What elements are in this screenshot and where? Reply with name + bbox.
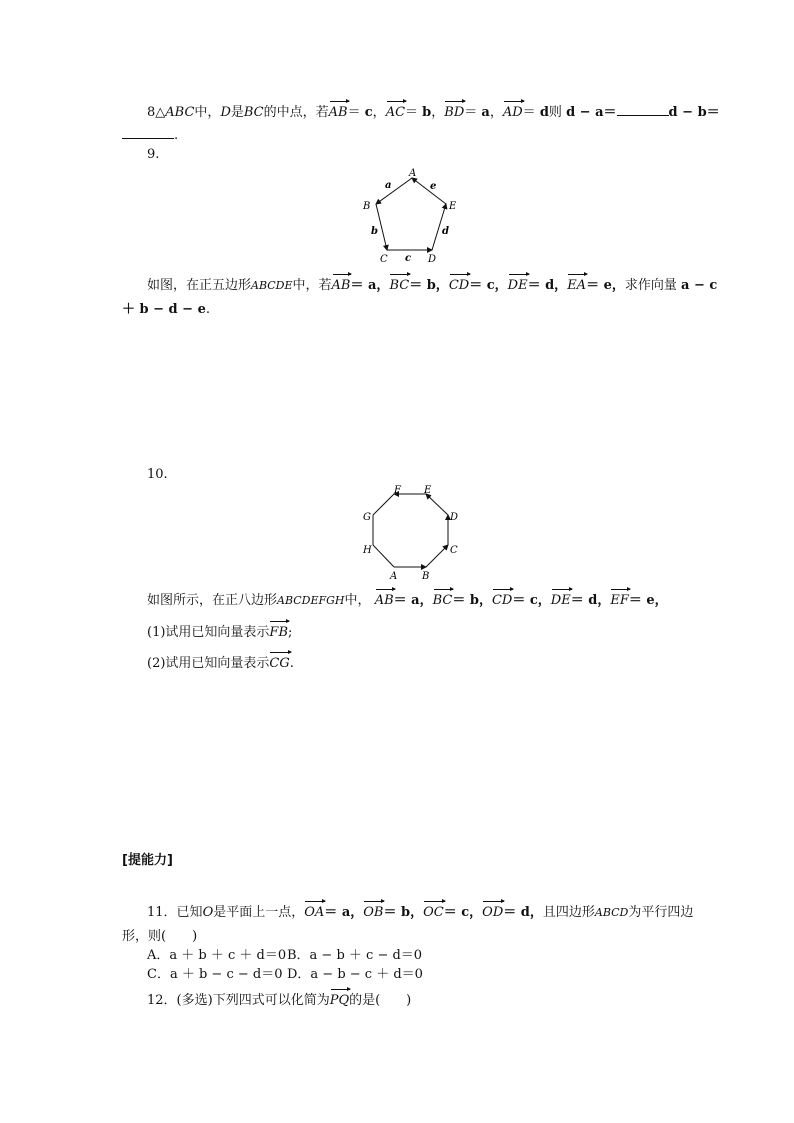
vector-oa: OA <box>304 905 325 920</box>
equation: ＝ c， <box>512 593 551 608</box>
text: 中， <box>344 593 371 608</box>
vector-ob: OB <box>363 905 384 920</box>
q12-text <box>147 992 411 1010</box>
vertex-label: H <box>363 545 372 556</box>
equation: ＝ b， <box>452 593 492 608</box>
vertex-label: D <box>428 254 437 265</box>
vector-bd: BD <box>444 105 465 120</box>
text: 如图，在正五边形 <box>147 278 252 293</box>
vector-ab: AB <box>331 278 351 293</box>
edge-label: d <box>442 226 449 237</box>
vector-pq: PQ <box>329 993 350 1008</box>
period: . <box>205 302 211 317</box>
equation: ＝ d， <box>527 278 568 293</box>
equation: ＝ d， <box>570 593 611 608</box>
expr-d-minus-b: d − b＝ <box>668 105 720 120</box>
text: 为平行四边 <box>628 905 694 920</box>
text: 是平面上一点， <box>213 905 305 920</box>
var-b: b <box>422 105 432 120</box>
edge-label: e <box>430 181 437 192</box>
polygon-name: ABCDE <box>251 279 293 292</box>
equation: ＝ a， <box>350 278 390 293</box>
text: 的中点，若 <box>263 105 329 120</box>
q10-text <box>147 592 668 610</box>
q12-number: 12． <box>147 993 177 1008</box>
text: 是 <box>230 105 244 120</box>
text: 求作向量 <box>624 278 677 293</box>
equation: ＝ e， <box>628 593 668 608</box>
text: (1)试用已知向量表示 <box>147 625 270 640</box>
expression: a − c <box>681 278 718 293</box>
q11-option-b[interactable]: B．a − b ＋ c − d＝0 <box>287 948 423 963</box>
pentagon-figure <box>358 166 468 266</box>
vertex-label: C <box>380 254 388 265</box>
vector-fb: FB <box>269 625 288 640</box>
edge-label: b <box>371 226 378 237</box>
edge-label: a <box>385 180 392 191</box>
vertex-label: G <box>363 512 371 523</box>
vector-oc: OC <box>423 905 444 920</box>
equation: ＝ a， <box>324 905 364 920</box>
edge-fg <box>373 494 394 515</box>
answer-blank-2[interactable] <box>122 126 174 139</box>
answer-blank-1[interactable] <box>617 103 669 116</box>
edge-ha <box>373 545 394 567</box>
expr-d-minus-a: d − a＝ <box>566 105 617 120</box>
text: 且四边形 <box>542 905 595 920</box>
equation: ＝ a， <box>393 593 433 608</box>
text: (多选)下列四式可以化简为 <box>176 993 330 1008</box>
q11-number: 11． <box>147 905 177 920</box>
polygon-name: ABCDEFGH <box>277 594 345 607</box>
vector-ac: AC <box>385 105 406 120</box>
vector-de: DE <box>507 278 528 293</box>
vertex-label: E <box>449 201 457 212</box>
vector-bc: BC <box>389 278 410 293</box>
point-o: O <box>202 905 214 920</box>
q10-sub1 <box>147 624 292 642</box>
octagon-figure <box>358 483 468 583</box>
q9-text-line2 <box>122 301 210 319</box>
triangle-name: ABC <box>165 105 195 120</box>
vector-cd: CD <box>448 278 470 293</box>
text: (2)试用已知向量表示 <box>147 656 270 671</box>
vertex-label: D <box>450 512 459 523</box>
section-heading: [提能力] <box>122 853 173 868</box>
edge-label: c <box>405 253 412 264</box>
q10-sub2 <box>147 655 294 673</box>
vector-ab: AB <box>374 593 394 608</box>
equation: ＝ b， <box>383 905 424 920</box>
period: . <box>174 128 179 143</box>
segment-bc: BC <box>243 105 264 120</box>
q8-line2 <box>122 126 178 145</box>
edge-de <box>426 494 448 515</box>
q11-text <box>147 904 693 922</box>
vector-cg: CG <box>269 656 290 671</box>
vertex-label: E <box>424 485 432 496</box>
edge-bc <box>426 545 448 567</box>
point-d: D <box>220 105 231 120</box>
expression: ＋ b − d − e <box>122 302 206 317</box>
equation: ＝ c， <box>469 278 508 293</box>
vector-cd: CD <box>491 593 513 608</box>
polygon-name: ABCD <box>594 906 629 919</box>
triangle-symbol: △ <box>155 105 166 120</box>
equation: ＝ d， <box>503 905 543 920</box>
vertex-label: C <box>450 545 458 556</box>
punct: ; <box>288 625 293 640</box>
text: 已知 <box>176 905 203 920</box>
question-8: 8△ABC中，D是BC的中点，若AB＝ c，AC＝ b，BD＝ a，AD＝ d则 d − a＝ d − b＝ <box>147 105 720 120</box>
text: 的是( ) <box>349 993 412 1008</box>
var-c: c <box>364 105 373 120</box>
vertex-label: A <box>409 168 417 179</box>
q10-number: 10. <box>147 467 168 482</box>
vertex-label: B <box>363 201 371 212</box>
q9-text <box>147 277 717 295</box>
vector-ad: AD <box>502 105 523 120</box>
vertex-label: B <box>422 571 430 582</box>
vertex-label: F <box>394 485 401 496</box>
vector-ef: EF <box>610 593 629 608</box>
vector-bc: BC <box>432 593 453 608</box>
text: 如图所示，在正八边形 <box>147 593 278 608</box>
var-d: d <box>539 105 549 120</box>
q11-option-c[interactable]: C．a ＋ b − c − d＝0 <box>147 967 283 982</box>
punct: . <box>289 656 294 671</box>
text: 中， <box>194 105 221 120</box>
vector-de: DE <box>550 593 571 608</box>
q11-text-line2: 形，则( ) <box>122 929 198 944</box>
equation: ＝ b， <box>409 278 449 293</box>
vector-ab: AB <box>328 105 348 120</box>
text: 则 <box>548 105 562 120</box>
equation: ＝ c， <box>443 905 483 920</box>
text: 中，若 <box>292 278 332 293</box>
equation: ＝ e， <box>586 278 625 293</box>
q11-option-d[interactable]: D．a − b − c ＋ d＝0 <box>287 967 423 982</box>
q11-option-a[interactable]: A．a ＋ b ＋ c ＋ d＝0 <box>147 948 287 963</box>
vertex-label: A <box>390 571 398 582</box>
edge-ea <box>412 178 446 204</box>
vector-ea: EA <box>567 278 587 293</box>
var-a: a <box>481 105 490 120</box>
vector-od: OD <box>482 905 504 920</box>
q8-number: 8 <box>147 105 156 120</box>
q9-number: 9. <box>147 147 160 162</box>
edge-ab <box>376 178 412 204</box>
